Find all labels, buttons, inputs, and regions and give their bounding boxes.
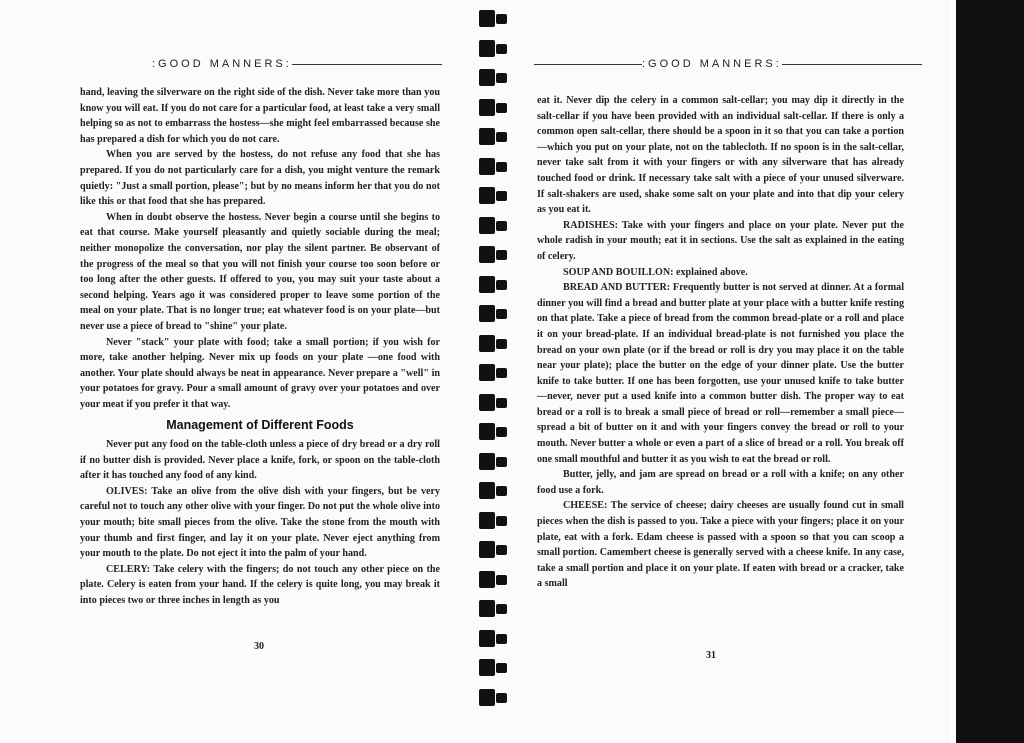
binding-ring bbox=[496, 368, 507, 378]
binding-ring bbox=[479, 571, 495, 588]
paragraph: RADISHES: Take with your fingers and place on your plate. Never put the whole radish in your mouth; eat it in sections. Use the salt as explained in the eating of celery. bbox=[537, 219, 904, 262]
binding-ring bbox=[479, 364, 495, 381]
right-page-text bbox=[537, 93, 904, 592]
header-rule bbox=[782, 64, 922, 65]
binding-ring bbox=[496, 309, 507, 319]
paragraph: Butter, jelly, and jam are spread on bread or a roll with a knife; on any other food use a fork. bbox=[537, 469, 904, 496]
header-rule bbox=[292, 64, 442, 65]
binding-ring bbox=[479, 187, 495, 204]
paragraph: hand, leaving the silverware on the right side of the dish. Never take more than you know you will eat. If you do not care for a particular food, at least take a very small helping so as not to embarrass the hostess—she might feel embarrassed because she has prepared a dish for which you do not care. bbox=[80, 87, 440, 145]
binding-ring bbox=[496, 250, 507, 260]
binding-ring bbox=[496, 516, 507, 526]
binding-ring bbox=[496, 103, 507, 113]
binding-ring bbox=[479, 128, 495, 145]
header-rule bbox=[534, 64, 642, 65]
running-header-right bbox=[534, 58, 922, 70]
header-text-left: :GOOD MANNERS: bbox=[152, 58, 292, 70]
binding-ring bbox=[479, 659, 495, 676]
binding-ring bbox=[496, 634, 507, 644]
binding-ring bbox=[496, 575, 507, 585]
binding-ring bbox=[496, 663, 507, 673]
binding-ring bbox=[496, 280, 507, 290]
running-header-left bbox=[152, 58, 442, 70]
binding-ring bbox=[479, 69, 495, 86]
left-page-text bbox=[80, 85, 440, 609]
binding-ring bbox=[496, 693, 507, 703]
binding-ring bbox=[479, 512, 495, 529]
binding-ring bbox=[479, 276, 495, 293]
paragraph: Never "stack" your plate with food; take a small portion; if you wish for more, take another helping. Never mix up foods on your plate —one food with another. Your plate should always be neat in appearance. Never prepare a "well" in your potatoes for gravy. Pour a small amount of gravy over your potatoes and over your meat if you prefer it that way. bbox=[80, 336, 440, 410]
paragraph: BREAD AND BUTTER: Frequently butter is not served at dinner. At a formal dinner you will find a bread and butter plate at your place with a butter knife resting on that plate. Take a piece of bread from the common bread-plate or a roll and place it on your bread-plate. If an individual bread-plate is not furnished you place the bread on your own plate (or if the bread or roll is dry you may place it on the table near your plate); place the butter on the edge of your dinner plate. Use the butter knife to take butter. If one has been forgotten, use your unused knife to take butter —never, never put a used knife into a common butter dish. The proper way to eat bread or a roll is to break a small piece of bread or roll—remember a small piece—spread a bit of butter on it and with your fingers convey the bread or roll to your mouth. Never butter a whole or even a part of a slice of bread or a roll. You break off one small mouthful and butter it as you wish to eat the bread or roll. bbox=[537, 282, 904, 465]
binding-ring bbox=[496, 221, 507, 231]
paragraph: CHEESE: The service of cheese; dairy cheeses are usually found cut in small pieces when the dish is passed to you. Take a piece with your fingers; place it on your plate, eat with a fork. Edam cheese is passed with a spoon so that you can scoop a small portion. Camembert cheese is generally served with a cheese knife. In any case, take a small portion and place it on your plate. If eaten with bread or a cracker, take a small bbox=[537, 500, 904, 590]
binding-ring bbox=[496, 14, 507, 24]
paragraph: Never put any food on the table-cloth unless a piece of dry bread or a dry roll if no butter dish is provided. Never place a knife, fork, or spoon on the table-cloth after it has touched any food of any kind. bbox=[80, 439, 440, 482]
binding-ring bbox=[479, 423, 495, 440]
binding-ring bbox=[479, 99, 495, 116]
paragraph: OLIVES: Take an olive from the olive dish with your fingers, but be very careful not to touch any other olive with your finger. Do not put the whole olive into your mouth; bite small pieces from the olive. Take the stone from the mouth with your thumb and first finger, and lay it on your plate. Never eject anything from your mouth to the plate. Do not eject it into the palm of your hand. bbox=[80, 485, 440, 560]
binding-ring bbox=[479, 40, 495, 57]
binding-ring bbox=[496, 398, 507, 408]
binding-ring bbox=[496, 486, 507, 496]
binding-ring bbox=[479, 217, 495, 234]
scan-dark-edge bbox=[956, 0, 1024, 743]
page-number-right: 31 bbox=[706, 650, 716, 661]
section-heading: Management of Different Foods bbox=[166, 418, 354, 433]
paragraph: When in doubt observe the hostess. Never begin a course until she begins to eat that course. Make yourself pleasantly and quietly sociable during the meal; neither monopolize the conversation, nor play the silent partner. Be observant of the progress of the meal so that you will not finish your course too soon before or too long after the other guests. If offered to you, you may suit your taste about a second helping. Years ago it was considered proper to leave some portion of the meal on your plate. That is no longer true; eat whatever food is on your plate—but never use a piece of bread to "shine" your plate. bbox=[80, 211, 440, 332]
binding-ring bbox=[479, 158, 495, 175]
binding-ring bbox=[479, 305, 495, 322]
binding-ring bbox=[496, 162, 507, 172]
right-page bbox=[510, 0, 950, 743]
binding-ring bbox=[496, 545, 507, 555]
binding-ring bbox=[479, 246, 495, 263]
binding-ring bbox=[496, 44, 507, 54]
binding-ring bbox=[479, 630, 495, 647]
binding-ring bbox=[496, 132, 507, 142]
binding-ring bbox=[479, 600, 495, 617]
binding-ring bbox=[496, 73, 507, 83]
binding-ring bbox=[496, 457, 507, 467]
left-page bbox=[0, 0, 478, 743]
binding-ring bbox=[479, 394, 495, 411]
binding-ring bbox=[479, 541, 495, 558]
paragraph: When you are served by the hostess, do not refuse any food that she has prepared. If you do not particularly care for a dish, you might venture the remark quietly: "Just a small portion, please"; but by no means inform her that you do not like this or that food that she has prepared. bbox=[80, 149, 440, 208]
binding-ring bbox=[496, 191, 507, 201]
header-text-right: :GOOD MANNERS: bbox=[642, 58, 782, 70]
binding-ring bbox=[479, 689, 495, 706]
binding-ring bbox=[479, 453, 495, 470]
binding-ring bbox=[496, 427, 507, 437]
binding-ring bbox=[479, 482, 495, 499]
binding-ring bbox=[496, 339, 507, 349]
binding-ring bbox=[479, 335, 495, 352]
binding-ring bbox=[496, 604, 507, 614]
paragraph: eat it. Never dip the celery in a common salt-cellar; you may dip it directly in the salt-cellar if you have been provided with an individual salt-cellar. If there is only a common open salt-cellar, there should be a spoon in it so that you can take a portion—which you put on your plate, not on the tablecloth. If no spoon is in the salt-cellar, never take salt from it with your fingers or with any silverware that has already touched food or drink. If necessary take salt with a piece of your unused silverware. If salt-shakers are used, shake some salt on your plate and into that dip your celery as you eat it. bbox=[537, 95, 904, 216]
page-number-left: 30 bbox=[254, 641, 264, 652]
paragraph: SOUP AND BOUILLON: explained above. bbox=[563, 266, 748, 278]
binding-ring bbox=[479, 10, 495, 27]
paragraph: CELERY: Take celery with the fingers; do not touch any other piece on the plate. Celery is eaten from your hand. If the celery is quite long, you may break it into pieces two or three inches in length as you bbox=[80, 563, 440, 606]
